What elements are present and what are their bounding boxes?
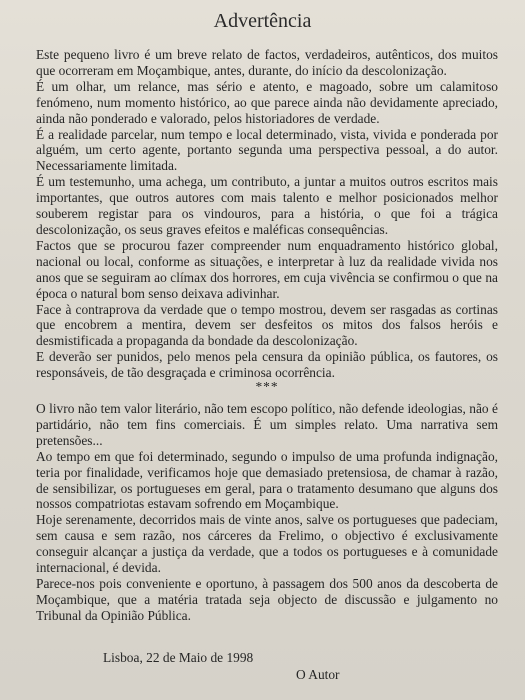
paragraph: O livro não tem valor literário, não tem escopo político, não defende ideologias, não é partidário, não tem fins comerciais. É um simples relato. Uma narrativa sem pretensões... [36,401,498,448]
place-date: Lisboa, 22 de Maio de 1998 [103,650,254,665]
paragraph: Parece-nos pois conveniente e oportuno, à passagem dos 500 anos da descoberta de Moçambique, que a matéria tratada seja objecto de discussão e julgamento no Tribunal da Opinião Pública. [36,576,498,623]
paragraph: E deverão ser punidos, pelo menos pela censura da opinião pública, os fautores, os responsáveis, de tão desgraçada e criminosa ocorrência. [36,349,498,381]
paragraph: É a realidade parcelar, num tempo e local determinado, vista, vivida e ponderada por alguém, um certo agente, portanto segunda uma perspectiva pessoal, a do autor. Necessariamente limitada. [36,126,498,174]
section-gap [36,393,498,401]
section-separator: *** [255,379,279,395]
page-title: Advertência [213,10,312,32]
paragraph: Ao tempo em que foi determinado, segundo o impulso de uma profunda indignação, teria por finalidade, verificamos hoje que demasiado pretensiosa, de chamar à razão, de sensibilizar, os portugueses em geral, para o tratamento desumano que alguns dos nossos compatriotas estavam sofrendo em Moçambique. [36,448,498,512]
paragraph: Hoje serenamente, decorridos mais de vinte anos, salve os portugueses que padeciam, sem causa e sem razão, nos cárceres da Frelimo, o objectivo é exclusivamente conseguir alcançar a justiça da verdade, que a todos os portugueses e à comunidade internacional, é devida. [36,512,498,576]
paragraph: É um testemunho, uma achega, um contributo, a juntar a muitos outros escritos mais importantes, que outros autores com mais talento e melhor posicionados melhor souberem registar para os vindouros, para a história, o que foi a trágica descolonização, os seus graves efeitos e maléficas consequências. [36,174,498,237]
document-body [36,47,498,624]
paragraph: Este pequeno livro é um breve relato de factos, verdadeiros, autênticos, dos muitos que ocorreram em Moçambique, antes, durante, do início da descolonização. [36,47,498,78]
paragraph: É um olhar, um relance, mas sério e atento, e magoado, sobre um calamitoso fenómeno, num momento histórico, ao que parece ainda não devidamente apreciado, ainda não ponderado e valorado, pelos historiadores de verdade. [36,78,498,126]
paragraph: Face à contraprova da verdade que o tempo mostrou, devem ser rasgadas as cortinas que encobrem a mentira, devem ser desfeitos os mitos dos falsos heróis e desmistificada a propaganda da bondade da descolonização. [36,301,498,349]
author-signature: O Autor [296,667,340,682]
paragraph: Factos que se procurou fazer compreender num enquadramento histórico global, nacional ou local, conforme as situações, e interpretar à luz da realidade vivida nos anos que se seguiram ao clímax dos horrores, em cuja vivência se confirmou o que na época o natural bom senso deixava adivinhar. [36,237,498,301]
